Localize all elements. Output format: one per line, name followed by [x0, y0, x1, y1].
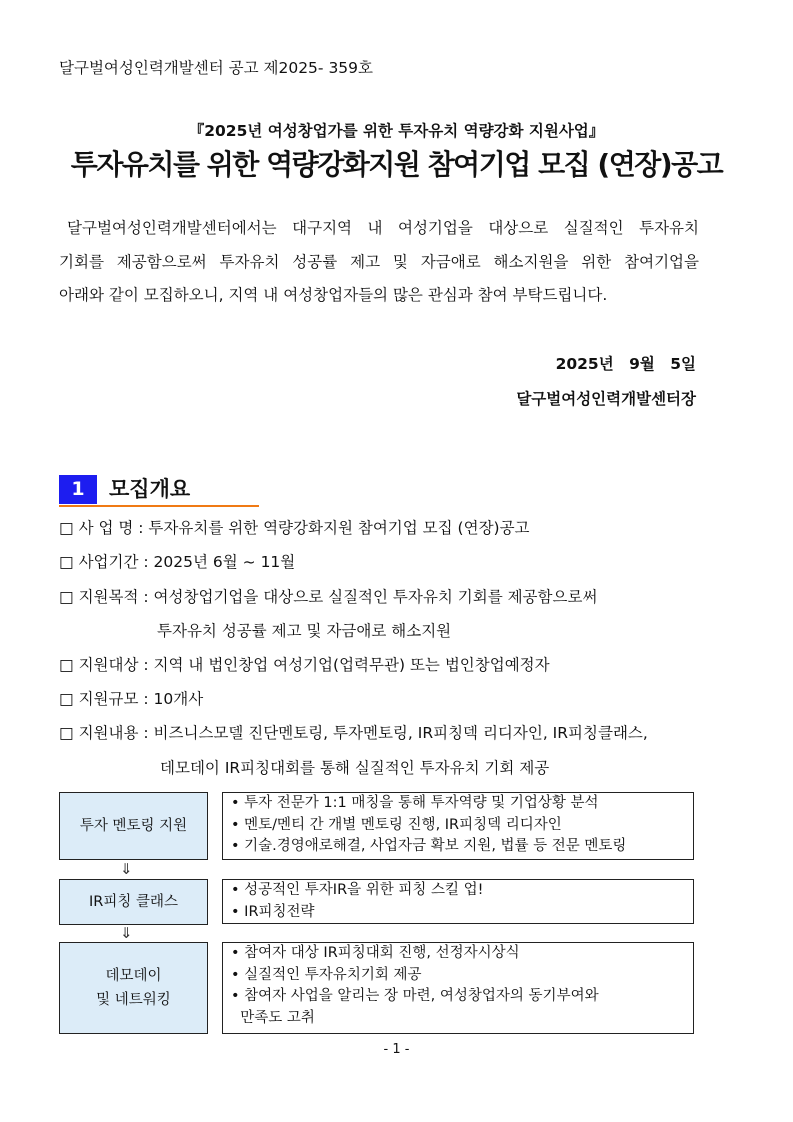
item-value: 지역 내 법인창업 여성기업(업력무관) 또는 법인창업예정자: [153, 656, 550, 674]
intro-line: 달구벌여성인력개발센터에서는 대구지역 내 여성기업을 대상으로 실질적인 투자유치: [67, 219, 699, 237]
down-arrow-icon: ⇓: [120, 924, 133, 942]
step-label-line: 및 네트워킹: [96, 992, 171, 1008]
down-arrow-icon: ⇓: [120, 860, 133, 878]
overview-item-content: [59, 722, 648, 744]
program-step-details: [222, 792, 694, 860]
step-detail: • 기술.경영애로해결, 사업자금 확보 지원, 법률 등 전문 멘토링: [231, 838, 627, 854]
step-detail: 만족도 고취: [231, 1009, 315, 1026]
item-key: □ 지원대상 :: [59, 656, 154, 674]
section-number-badge: 1: [59, 475, 97, 504]
overview-item-purpose-continued: 투자유치 성공률 제고 및 자금애로 해소지원: [157, 622, 452, 640]
overview-item-purpose: [59, 586, 597, 608]
section-underline: [59, 505, 259, 507]
intro-line: 기회를 제공함으로써 투자유치 성공률 제고 및 자금애로 해소지원을 위한 참여기업을: [59, 252, 699, 271]
program-step-label: [59, 792, 208, 860]
item-key: □ 지원내용 :: [59, 724, 154, 742]
step-label-line: 데모데이: [105, 968, 162, 984]
page-number: - 1 -: [383, 1042, 410, 1057]
program-step-label: [59, 942, 208, 1034]
program-step-details: [222, 879, 694, 924]
item-value: 비즈니스모델 진단멘토링, 투자멘토링, IR피칭덱 리디자인, IR피칭클래스,: [153, 724, 648, 742]
item-value: 여성창업기업을 대상으로 실질적인 투자유치 기회를 제공함으로써: [153, 588, 598, 606]
step-detail: • IR피칭전략: [231, 903, 315, 920]
step-detail: • 멘토/멘티 간 개별 멘토링 진행, IR피칭덱 리디자인: [231, 816, 562, 833]
notice-number: 달구벌여성인력개발센터 공고 제2025- 359호: [59, 59, 374, 77]
intro-line: 아래와 같이 모집하오니, 지역 내 여성창업자들의 많은 관심과 참여 부탁드립니다.: [59, 286, 608, 304]
item-key: □ 지원규모 :: [59, 690, 154, 708]
item-value: 10개사: [153, 690, 204, 708]
issuing-organization: 달구벌여성인력개발센터장: [516, 390, 696, 408]
overview-item-scale: [59, 688, 203, 710]
intro-paragraph: [59, 212, 699, 313]
overview-item-project-name: [59, 517, 530, 539]
step-detail: • 투자 전문가 1:1 매칭을 통해 투자역량 및 기업상황 분석: [231, 795, 599, 811]
notice-date: 2025년 9월 5일: [555, 355, 696, 373]
step-detail: • 실질적인 투자유치기회 제공: [231, 966, 422, 983]
overview-item-target: [59, 654, 550, 676]
step-detail: • 참여자 대상 IR피칭대회 진행, 선정자시상식: [231, 945, 520, 961]
item-key: □ 사업기간 :: [59, 553, 154, 571]
overview-item-content-continued: 데모데이 IR피칭대회를 통해 실질적인 투자유치 기회 제공: [160, 759, 550, 777]
item-key: □ 지원목적 :: [59, 588, 154, 606]
step-label-line: 투자 멘토링 지원: [79, 818, 188, 834]
item-value: 2025년 6월 ~ 11월: [153, 553, 296, 571]
section-title: 모집개요: [109, 477, 191, 501]
program-step-label: [59, 879, 208, 925]
document-subtitle: 『2025년 여성창업가를 위한 투자유치 역량강화 지원사업』: [188, 122, 605, 140]
program-step-details: [222, 942, 694, 1034]
step-detail: • 참여자 사업을 알리는 장 마련, 여성창업자의 동기부여와: [231, 988, 599, 1004]
item-key: □ 사 업 명 :: [59, 519, 149, 537]
overview-item-period: [59, 551, 295, 573]
document-title: 투자유치를 위한 역량강화지원 참여기업 모집 (연장)공고: [70, 148, 723, 181]
step-label-line: IR피칭 클래스: [89, 894, 178, 910]
item-value: 투자유치를 위한 역량강화지원 참여기업 모집 (연장)공고: [148, 519, 530, 537]
step-detail: • 성공적인 투자IR을 위한 피칭 스킬 업!: [231, 882, 484, 898]
